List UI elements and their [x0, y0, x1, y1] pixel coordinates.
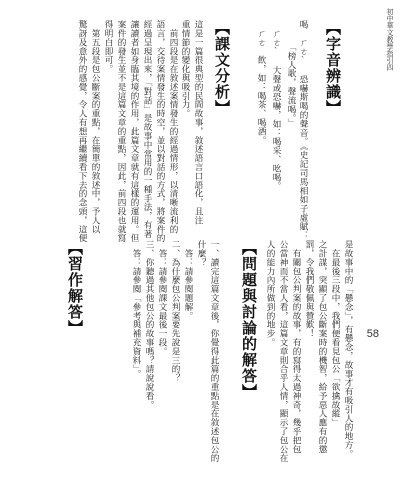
zi-yin-line-2: 「榜人歌，聲流喝。」: [286, 20, 296, 128]
wen-ti-line-1: 一、讀完這篇文章後，你覺得此篇的重點是在敘述包公的: [209, 240, 219, 463]
zi-yin-line-4: ㄏㄜ 飲，如：喝茶、喝酒。: [256, 20, 266, 145]
ke-wen-line-5: 經過呈現出來，「對話」是故事中常用的一種手法，有著: [142, 20, 152, 239]
wen-ti-line-5: 答：請參閱課文最後一段。: [157, 240, 167, 356]
running-head: 初中華文教學指引四: [386, 8, 394, 71]
wen-ti-line-7: 答：請參閱「參考與補充資料」。: [131, 240, 141, 379]
wen-ti-line-4: 二、為什麼包公判案要先說是三的？: [170, 240, 180, 383]
top-line-2: 在最後三段中，我們便看見包公「欲擒故縱」: [330, 240, 340, 427]
ke-wen-line-6: 讓讀者如身臨其境的作用，此篇文章就有這樣的運用。但: [129, 20, 139, 243]
top-line-5: 有關包公判案的故事，有的寫得太過神奇，幾乎把包: [291, 240, 301, 454]
wen-ti-line-6: 三、你聽過其他包公的故事嗎？請說說看。: [144, 240, 154, 410]
ke-wen-line-3: 前四段是在敘述案情發生的經過情形，以清晰流利的: [168, 20, 178, 234]
ke-wen-line-8: 得明白即可。: [103, 20, 113, 74]
ke-wen-line-1: 這是一篇很典型的民間故事，敘述語言口語化，且注: [193, 20, 203, 225]
ke-wen-line-7: 案件的發生並不是這篇文章的重點，因此，前四段也就寫: [116, 20, 126, 243]
top-line-6: 公當神而不當人看，這篇文章則合乎人情，顯示了包公在: [278, 240, 288, 463]
wen-ti-line-3: 答：請參閱題解。: [183, 240, 193, 321]
section-heading-zi-yin: 【字音辨識】: [324, 20, 342, 116]
ke-wen-line-9: 第五段是包公斷案的重點，在簡單的敘述中，予人以: [90, 20, 100, 234]
section-heading-xi-zuo: 【習作解答】: [66, 240, 84, 336]
ke-wen-line-2: 重情節的變化與吸引力。: [180, 20, 190, 118]
wen-ti-line-2: 什麼？: [196, 240, 206, 267]
top-line-3: 之計謀，突顯了包公斷案時的機智，給予惡人應有的懲: [317, 240, 327, 454]
top-line-4: 罰，令我們敬佩與贊歎！: [304, 240, 314, 338]
top-line-1: 是故事中的「懸念」，有懸念，故事才有吸引人的地方。: [343, 240, 353, 459]
zi-yin-line-1: 喝 ㄏㄜˋ 恐嚇斯喝的聲音。《史記司馬相如子虛賦：: [298, 20, 308, 240]
zi-yin-line-3: ㄏㄜˋ 大聲或恐嚇，如：喝采、吆喝。: [271, 20, 281, 191]
section-heading-wen-ti: 【問題與討論的解答】: [240, 240, 258, 400]
ke-wen-line-4: 語言，交待案情發生的時空，並以對話的方式，將案件的: [155, 20, 165, 243]
top-line-7: 人的能力內所做到的地步。: [265, 240, 275, 347]
page-number: 58: [366, 328, 379, 340]
section-heading-ke-wen: 【課文分析】: [213, 20, 231, 116]
ke-wen-line-10: 驚訝及意外的感覺，令人有想再繼續看下去的念頭，這便: [77, 20, 87, 243]
